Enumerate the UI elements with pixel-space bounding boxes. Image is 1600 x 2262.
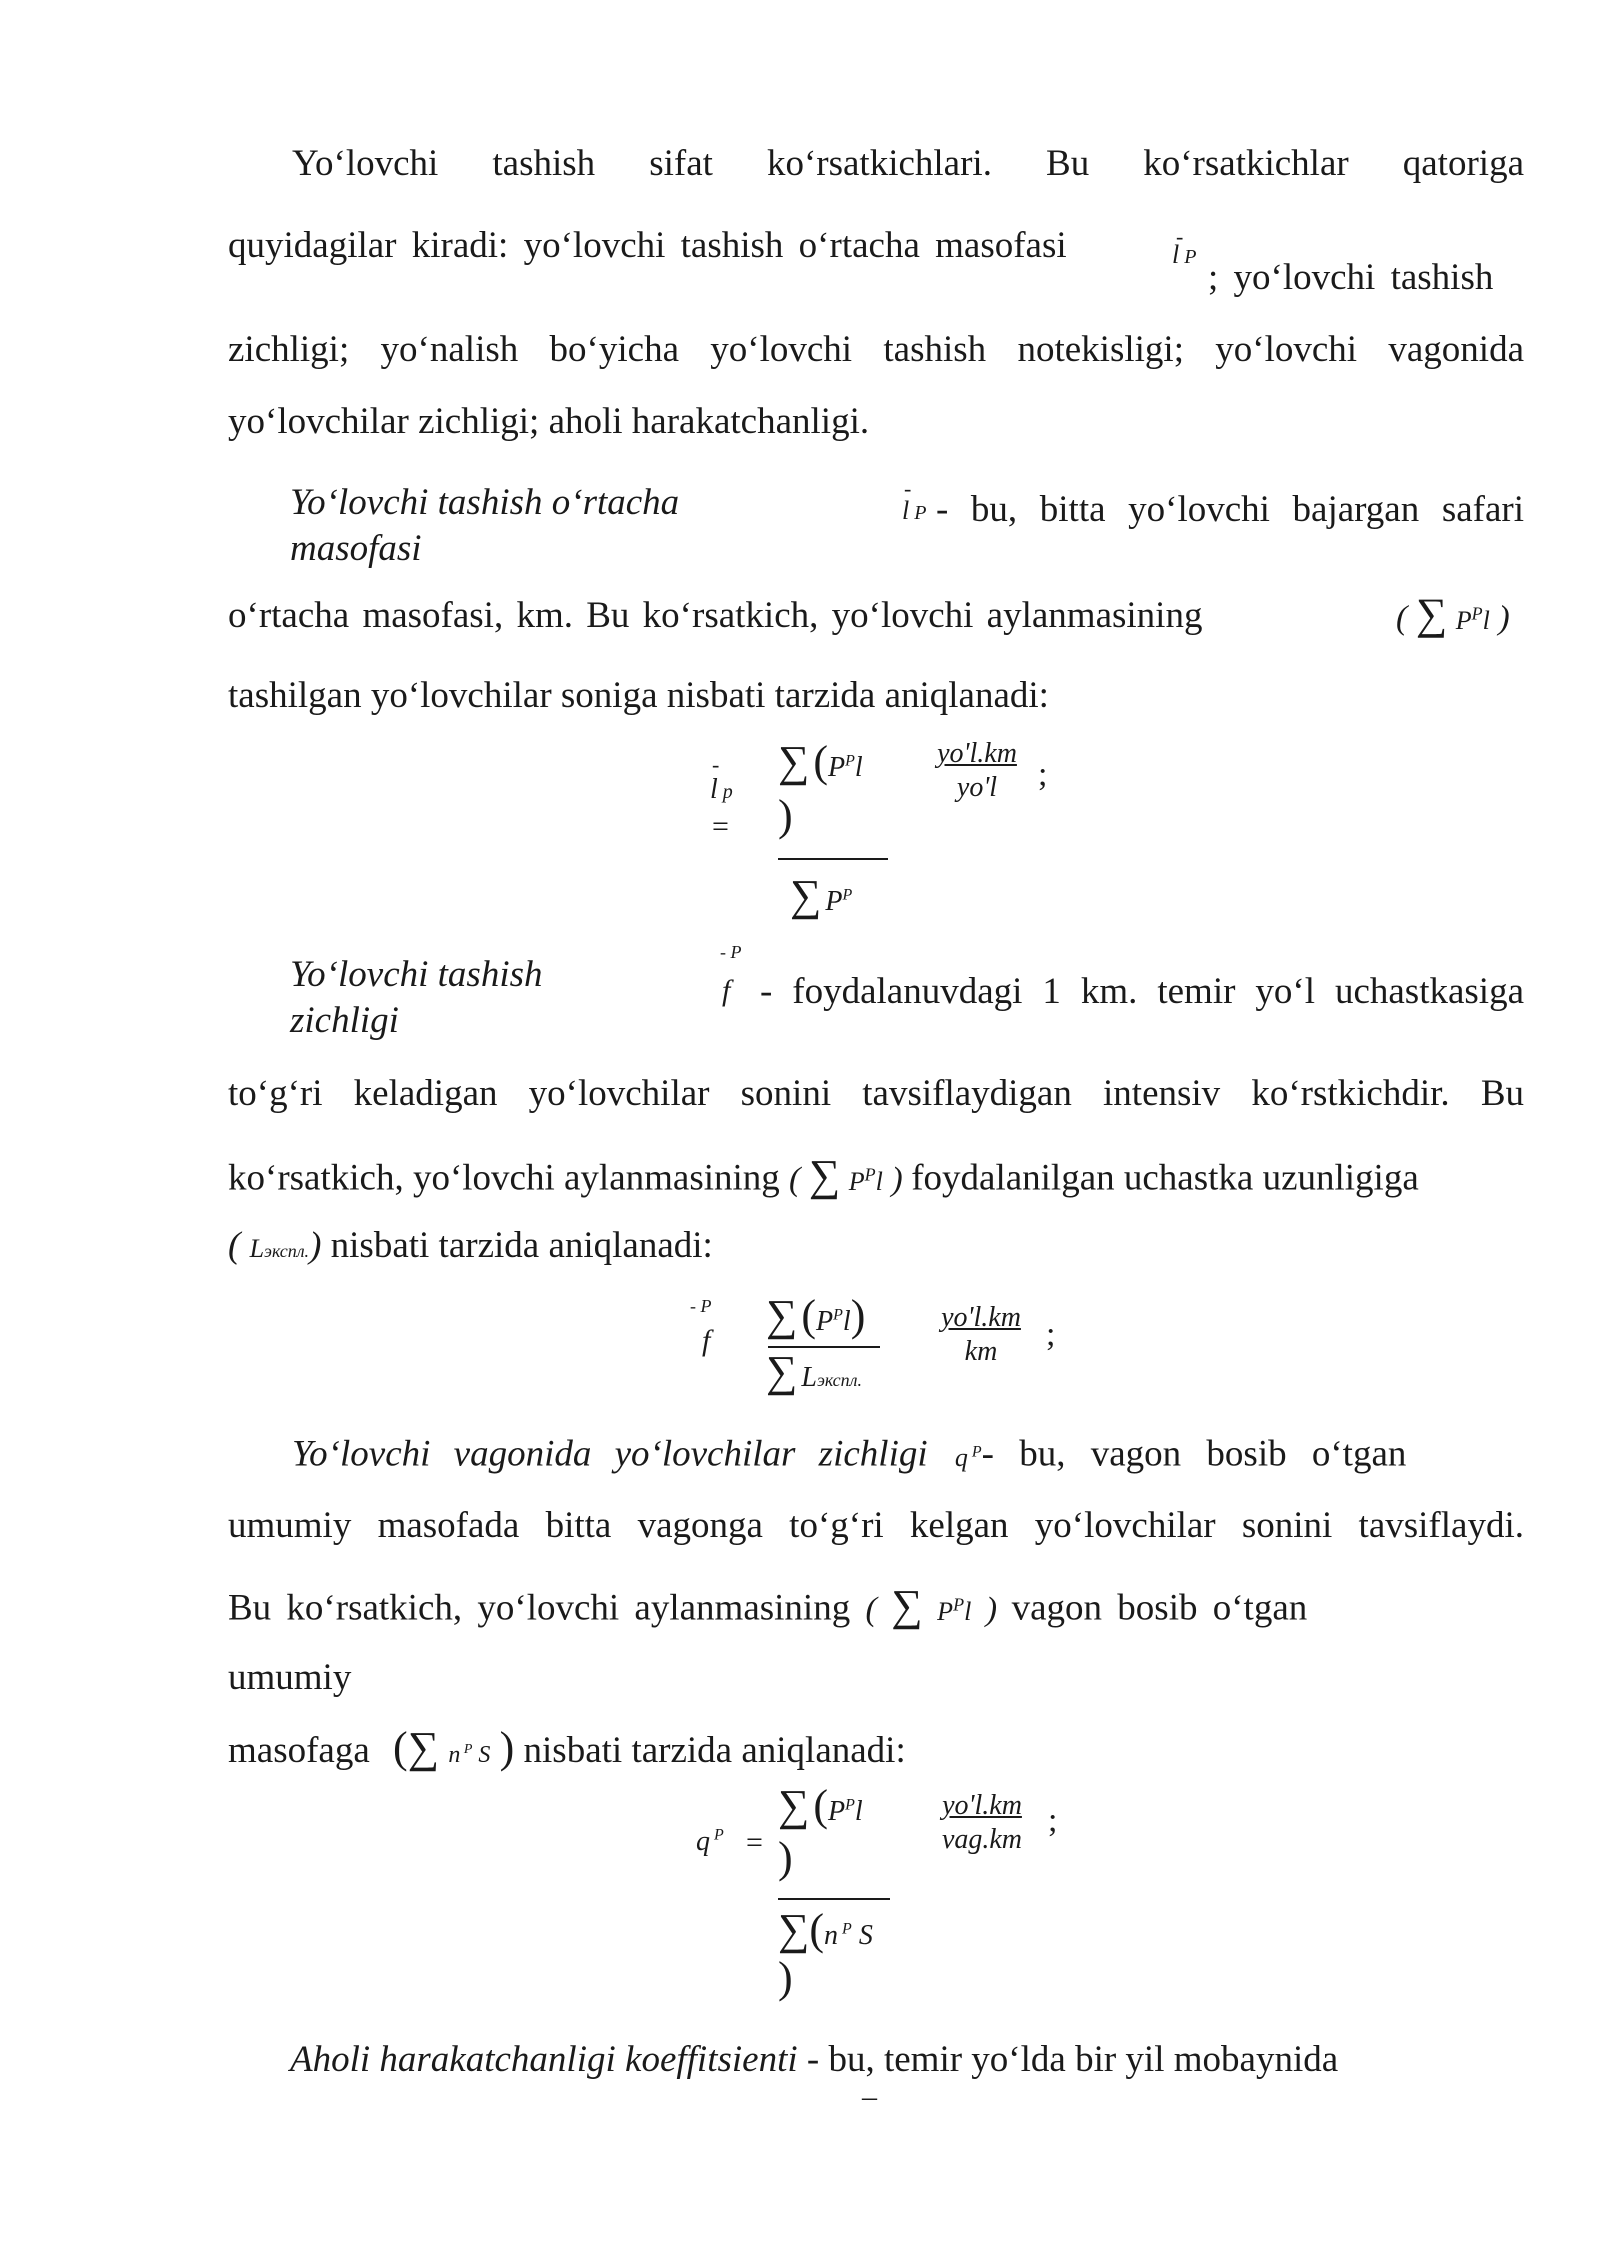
page-footer-mark: – xyxy=(862,2080,877,2113)
lp-symbol-sec1: - l P xyxy=(902,476,927,525)
sec2-line3: ko‘rsatkich, yo‘lovchi aylanmasining ( ∑ $P^Pl$ ) foydalanilgan uchastka uzunligiga xyxy=(228,1150,1419,1200)
sec3-line4: umumiy xyxy=(228,1657,352,1698)
sec1-line3: tashilgan yo‘lovchilar soniga nisbati tarzida aniqlanadi: xyxy=(228,675,1049,716)
sec2-line4: ( Lэкспл.) nisbati tarzida aniqlanadi: xyxy=(228,1225,713,1266)
sec3-line3: Bu ko‘rsatkich, yo‘lovchi aylanmasining ( ∑ $P^Pl$ ) vagon bosib o‘tgan xyxy=(228,1580,1308,1630)
formula1-unit-den: yo'l xyxy=(956,772,998,803)
sec1-term-line1: Yo‘lovchi tashish o‘rtacha xyxy=(290,482,680,523)
para1-line4: yo‘lovchilar zichligi; aholi harakatchanligi. xyxy=(228,401,870,442)
sec2-line2: to‘g‘ri keladigan yo‘lovchilar sonini tavsiflaydigan intensiv ko‘rstkichdir. Bu xyxy=(228,1073,1524,1114)
sum-ns-expr: (∑ n $^P$ S ) xyxy=(393,1723,515,1772)
sec2-term-line1: Yo‘lovchi tashish xyxy=(290,954,543,995)
sec4-line1: Aholi harakatchanligi koeffitsienti - bu, temir yo‘lda bir yil mobaynida xyxy=(290,2039,1339,2080)
L-expl-expr: ( Lэкспл.) xyxy=(228,1225,322,1266)
document-page: Yo‘lovchi tashish sifat ko‘rsatkichlari. Bu ko‘rsatkichlar qatoriga quyidagilar kiradi: yo‘lovchi tashish o‘rtacha masofasi - l P ; yo‘lovchi tashish zichligi; yo‘nalish bo‘yicha yo‘lovchi tashish notekisligi; yo‘lovchi vagonida yo‘lovchilar zichligi; aholi harakatchanligi. Yo‘lovchi tashish o‘rtacha masofasi - l P - bu, bitta yo‘lovchi bajargan safari o‘rtacha masofasi, km. Bu ko‘rsatkich, yo‘lovchi aylanmasining ( ∑ $P^Pl$ ) tashilgan yo‘lovchilar soniga nisbati tarzida aniqlanadi: - l p = ∑ ($P^Pl$ ) ∑ $P^P$ yo'l.km yo'l ; Yo‘lovchi tashish zichligi - P f - foydalanuvdagi 1 km. temir yo‘l uchastkasiga to‘g‘ri keladigan yo‘lovchilar sonini tavsiflaydigan intensiv ko‘rstkichdir. Bu ko‘rsatkich, yo‘lovchi aylanmasining ( ∑ $P^Pl$ ) foydalanilgan uchastka uzunligiga ( Lэкспл.) nisbati tarzida aniqlanadi: - P f ∑ $(P^Pl)$ ∑ Lэкспл. yo'l.km km ; Yo‘lovchi vagonida yo‘lovchilar zichligi q $^P$- bu, vagon bosib o‘tgan umumiy masofada bitta vagonga to‘g‘ri kelgan yo‘lovchilar sonini tavsiflaydi. Bu ko‘rsatkich, yo‘lovchi aylanmasining ( ∑ $P^Pl$ ) vagon bosib o‘tgan umumiy masofaga (∑ n $^P$ S ) nisbati tarzida aniqlanadi: q $^P$ = ∑ ($P^Pl$ ) ∑(n $^P$ S ) yo'l.km vag.km ; Aholi harakatchanligi koeffitsienti - bu, temir yo‘lda bir yil mobaynida – xyxy=(0,0,1600,2262)
formula2-unit-den: km xyxy=(964,1336,998,1367)
formula1-unit-num: yo'l.km xyxy=(937,738,1017,769)
sec3-line5: masofaga (∑ n $^P$ S ) nisbati tarzida aniqlanadi: xyxy=(228,1723,906,1772)
formula3: q $^P$ = ∑ ($P^Pl$ ) ∑(n $^P$ S ) yo'l.km vag.km ; xyxy=(696,1781,1058,2002)
qp-symbol-inline: q $^P$ xyxy=(954,1442,982,1472)
formula2: - P f ∑ $(P^Pl)$ ∑ Lэкспл. yo'l.km km ; xyxy=(690,1291,1056,1396)
formula3-unit-den: vag.km xyxy=(941,1824,1023,1855)
formula2-unit-num: yo'l.km xyxy=(941,1302,1021,1333)
sec2-definition: - foydalanuvdagi 1 km. temir yo‘l uchastkasiga xyxy=(760,971,1524,1012)
sec1-term-line2: masofasi xyxy=(290,528,422,569)
para1-line3: zichligi; yo‘nalish bo‘yicha yo‘lovchi tashish notekisligi; yo‘lovchi vagonida xyxy=(228,329,1524,370)
para1-line1: Yo‘lovchi tashish sifat ko‘rsatkichlari. Bu ko‘rsatkichlar qatoriga xyxy=(292,143,1524,184)
sec3-line1: Yo‘lovchi vagonida yo‘lovchilar zichligi q $^P$- bu, vagon bosib o‘tgan xyxy=(292,1433,1407,1475)
formula1: - l p = ∑ ($P^Pl$ ) ∑ $P^P$ yo'l.km yo'l ; xyxy=(710,737,1048,920)
sec2-term-line2: zichligi xyxy=(290,1000,399,1041)
formula3-unit-num: yo'l.km xyxy=(942,1790,1022,1821)
para1-line2: quyidagilar kiradi: yo‘lovchi tashish o‘rtacha masofasi xyxy=(228,225,1067,266)
sum-pl-expr-3: ( ∑ $P^Pl$ ) xyxy=(865,1580,1012,1630)
lp-symbol-inline: - l P xyxy=(1172,224,1197,269)
sec3-line2: umumiy masofada bitta vagonga to‘g‘ri kelgan yo‘lovchilar sonini tavsiflaydi. xyxy=(228,1505,1524,1546)
sec1-line2: o‘rtacha masofasi, km. Bu ko‘rsatkich, yo‘lovchi aylanmasining xyxy=(228,595,1203,636)
sec1-definition: - bu, bitta yo‘lovchi bajargan safari xyxy=(936,489,1524,530)
sum-pl-expr-1: ( ∑ $P^Pl$ ) xyxy=(1396,589,1510,639)
para1-line2b: ; yo‘lovchi tashish xyxy=(1208,257,1494,298)
sum-pl-expr-2: ( ∑ $P^Pl$ ) xyxy=(789,1150,912,1200)
